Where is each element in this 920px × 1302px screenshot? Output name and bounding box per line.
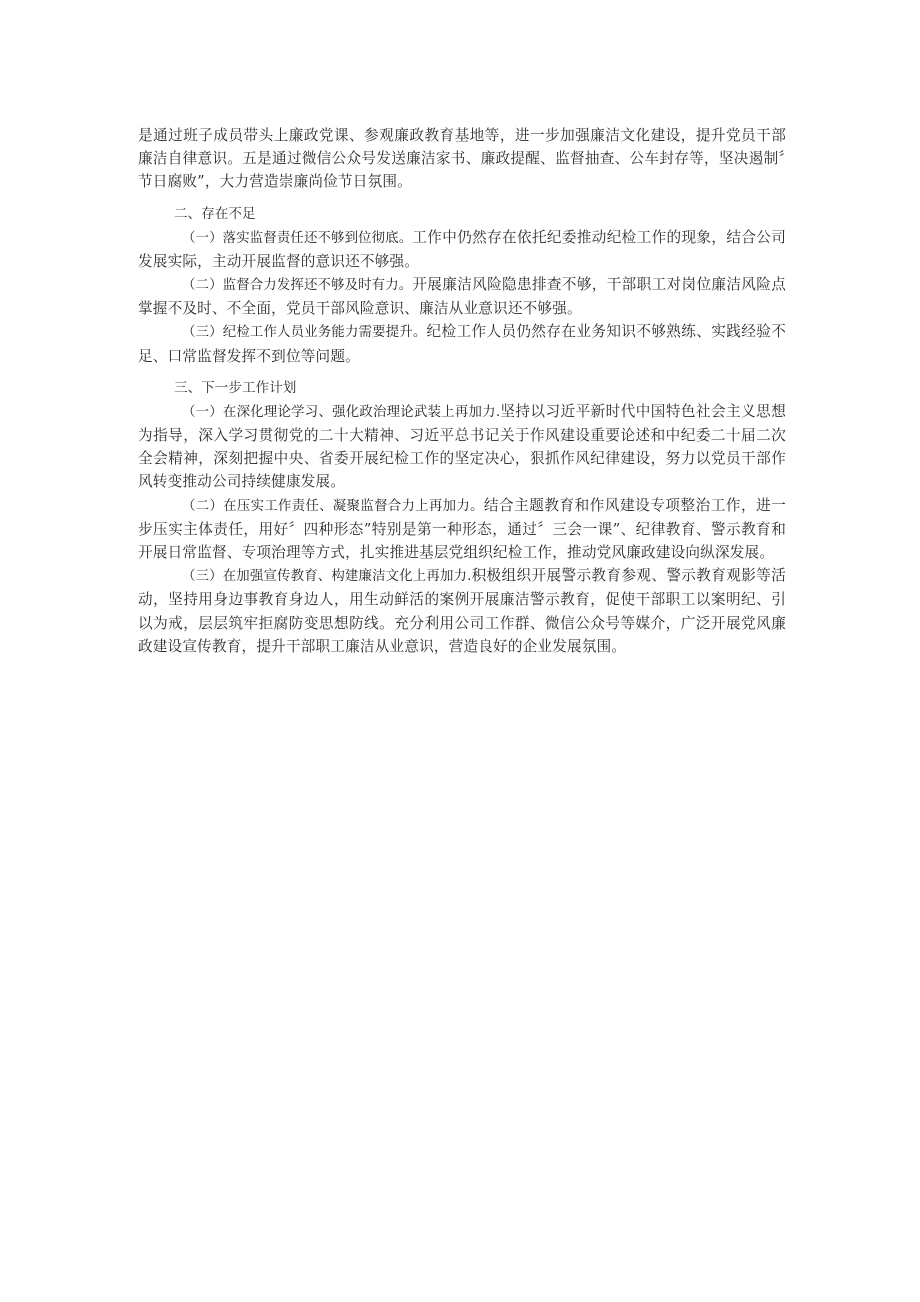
section-two-item-2 <box>138 273 786 320</box>
section-two-heading: 二、存在不足 <box>174 205 256 222</box>
section-three-item-2 <box>138 494 786 565</box>
item-text: 工作中仍然存在依托纪委推动纪检工作的现象，结合公司发展实际，主动开展监督的意识还不够强。 <box>138 228 786 270</box>
section-three-item-1 <box>138 400 786 494</box>
item-text: 纪检工作人员仍然存在业务知识不够熟练、实践经验不足、口常监督发挥不到位等问题。 <box>138 323 787 365</box>
item-lead: （二）在压实工作责任、凝聚监督合力上再加力。 <box>182 498 484 514</box>
item-lead: （一）落实监督责任还不够到位彻底。 <box>182 230 413 246</box>
item-lead: （三）在加强宣传教育、构建廉洁文化上再加力. <box>182 569 472 585</box>
section-three-item-3 <box>138 564 786 658</box>
section-two-item-1 <box>138 226 786 273</box>
item-lead: （一）在深化理论学习、强化政治理论武装上再加力. <box>182 404 501 420</box>
item-lead: （三）纪检工作人员业务能力需要提升。 <box>182 325 427 341</box>
section-three-heading: 三、下一步工作计划 <box>174 379 297 396</box>
item-text: 坚持以习近平新时代中国特色社会主义思想为指导，深入学习贯彻党的二十大精神、习近平总书记关于作风建设重要论述和中纪委二十届二次全会精神，深刻把握中央、省委开展纪检工作的坚定决心，狠抓作风纪律建设，努力以党员干部作风转变推动公司持续健康发展。 <box>138 402 786 491</box>
item-text: 结合主题教育和作风建设专项整治工作，进一步压实主体责任，用好〞四种形态”特别是第一种形态，通过〞三会一课”、纪律教育、警示教育和开展日常监督、专项治理等方式，扎实推进基层党组织纪检工作，推动党风廉政建设向纵深发展。 <box>138 496 786 562</box>
section-two-item-3 <box>138 320 786 367</box>
intro-paragraph: 是通过班子成员带头上廉政党课、参观廉政教育基地等，进一步加强廉洁文化建设，提升党员干部廉洁自律意识。五是通过微信公众号发送廉洁家书、廉政提醒、监督抽查、公车封存等，坚决遏制〞节日腐败”，大力营造崇廉尚俭节日氛围。 <box>138 127 786 191</box>
item-text: 积极组织开展警示教育参观、警示教育观影等活动，坚持用身边事教育身边人，用生动鲜活的案例开展廉洁警示教育，促使干部职工以案明纪、引以为戒，层层筑牢拒腐防变思想防线。充分利用公司工作群、微信公众号等媒介，广泛开展党风廉政建设宣传教育，提升干部职工廉洁从业意识，营造良好的企业发展氛围。 <box>138 567 786 655</box>
item-lead: （二）监督合力发挥还不够及时有力。 <box>182 278 413 294</box>
item-text: 开展廉洁风险隐患排查不够，干部职工对岗位廉洁风险点掌握不及时、不全面，党员干部风险意识、廉洁从业意识还不够强。 <box>138 276 786 318</box>
document-body <box>138 124 786 658</box>
